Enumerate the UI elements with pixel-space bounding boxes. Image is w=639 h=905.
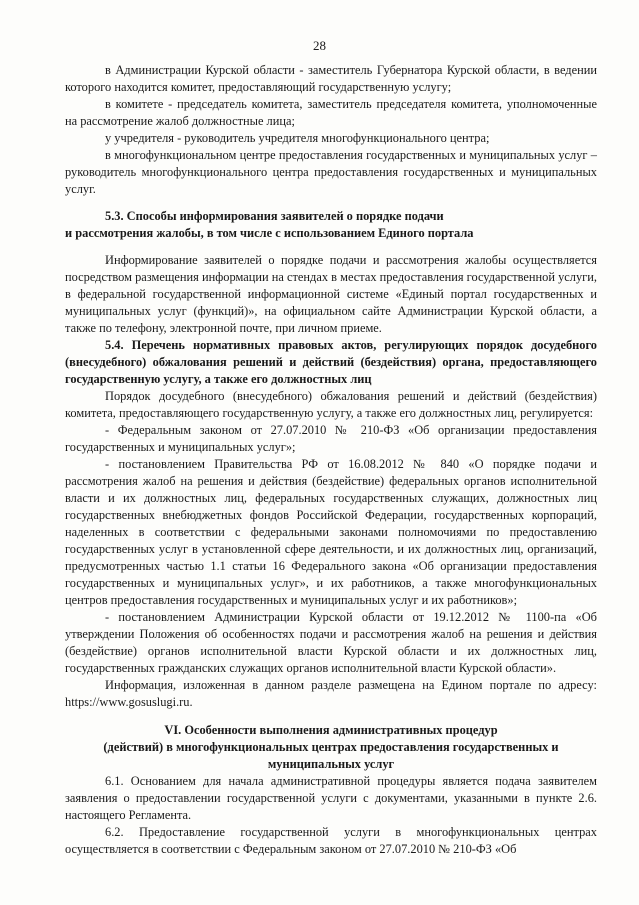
section-6-heading-line2: (действий) в многофункциональных центрах предоставления государственных и	[103, 740, 559, 754]
paragraph-committee: в комитете - председатель комитета, заместитель председателя комитета, уполномоченные на рассмотрение жалоб должностные лица;	[65, 97, 597, 128]
section-6-paragraph-2: 6.2. Предоставление государственной услуги в многофункциональных центрах осуществляется в соответствии с Федеральным законом от 27.07.2010 № 210-ФЗ «Об	[65, 825, 597, 856]
section-5-4-paragraph-federal-law: - Федеральным законом от 27.07.2010 № 210-ФЗ «Об организации предоставления государственных и муниципальных услуг»;	[65, 423, 597, 454]
document-body	[65, 62, 597, 858]
section-6-paragraph-1: 6.1. Основанием для начала административной процедуры является подача заявителем заявления о предоставлении государственной услуги с документами, указанными в пункте 2.6. настоящего Регламента.	[65, 774, 597, 822]
section-5-4-paragraph-government-decree: - постановлением Правительства РФ от 16.08.2012 № 840 «О порядке подачи и рассмотрения жалоб на решения и действия (бездействие) федеральных органов исполнительной власти и их должностных лиц, федеральных государственных служащих, должностных лиц государственных внебюджетных фондов Российской Федерации, государственных корпораций, наделенных в соответствии с федеральными законами полномочиями по предоставлению государственных услуг в установленной сфере деятельности, и их должностных лиц, организаций, предусмотренных частью 1.1 статьи 16 Федерального закона «Об организации предоставления государственных и муниципальных услуг», и их работников, а также многофункциональных центров предоставления государственных и муниципальных услуг и их работников»;	[65, 457, 597, 607]
paragraph-governor: в Администрации Курской области - заместитель Губернатора Курской области, в ведении которого находится комитет, предоставляющий государственную услугу;	[65, 63, 597, 94]
section-6-heading	[65, 722, 597, 773]
page-number: 28	[313, 38, 326, 53]
section-5-4-heading: 5.4. Перечень нормативных правовых актов, регулирующих порядок досудебного (внесудебного) обжалования решений и действий (бездействия) органа, предоставляющего государственную услугу, а также его должностных лиц	[65, 338, 597, 386]
section-5-3-heading-line1: 5.3. Способы информирования заявителей о порядке подачи	[105, 209, 444, 223]
section-6-heading-line3: муниципальных услуг	[267, 757, 395, 771]
section-5-3-heading	[65, 208, 597, 242]
section-5-3-paragraph: Информирование заявителей о порядке подачи и рассмотрения жалобы осуществляется посредством размещения информации на стендах в местах предоставления государственной услуги, в федеральной государственной информационной системе «Единый портал государственных и муниципальных услуг (функций)», на официальном сайте Администрации Курской области, а также по телефону, электронной почте, при личном приеме.	[65, 253, 597, 335]
paragraph-mfc: в многофункциональном центре предоставления государственных и муниципальных услуг – руководитель многофункционального центра предоставления государственных и муниципальных услуг.	[65, 148, 597, 196]
section-6-heading-line1: VI. Особенности выполнения административных процедур	[164, 723, 498, 737]
section-5-4-paragraph-kursk-decree: - постановлением Администрации Курской области от 19.12.2012 № 1100-па «Об утверждении Положения об особенностях подачи и рассмотрения жалоб на решения и действия (бездействие) органов исполнительной власти Курской области и их должностных лиц, государственных гражданских служащих органов исполнительной власти Курской области».	[65, 610, 597, 675]
section-5-4-paragraph-portal-info: Информация, изложенная в данном разделе размещена на Едином портале по адресу: https://www.gosuslugi.ru.	[65, 678, 597, 709]
section-5-4-paragraph-intro: Порядок досудебного (внесудебного) обжалования решений и действий (бездействия) комитета, предоставляющего государственную услугу, а также его должностных лиц, регулируется:	[65, 389, 597, 420]
section-5-3-heading-line2: и рассмотрения жалобы, в том числе с использованием Единого портала	[65, 226, 474, 240]
paragraph-founder: у учредителя - руководитель учредителя многофункционального центра;	[105, 131, 490, 145]
